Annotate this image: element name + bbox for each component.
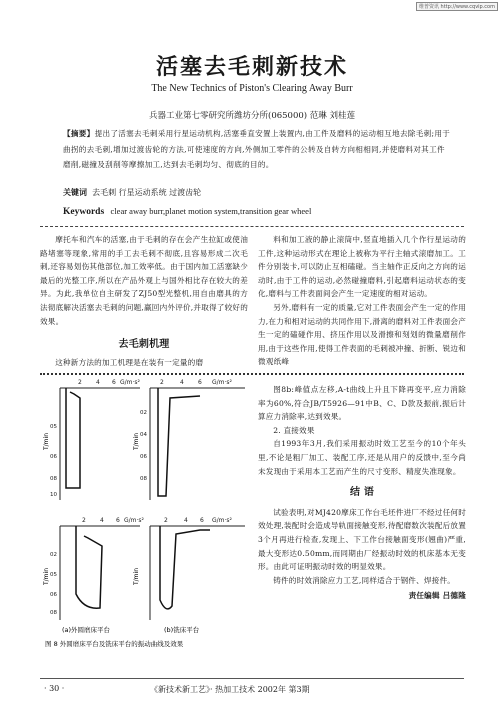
right-paragraph-5: 试验表明,对MJ420摩床工作台毛坯件进厂不经过任何时效处理,装配时会造成导轨面接触变形,待配磨数次装配后放置3个月再进行检查,发现上、下工作台接触面变形(翘曲)严重,最大变形达0.50mm,而同期由厂经振动时效的机床基本无变形。由此可证明振动时效的明显效果。 [258, 507, 466, 572]
abstract [63, 126, 451, 173]
wave-divider [40, 373, 464, 375]
page-number: · 30 · [44, 684, 65, 693]
section-heading-conclusion: 结 语 [349, 487, 375, 499]
watermark-stamp: 维普资讯 http://www.cqvip.com [416, 2, 498, 11]
left-paragraph-1: 摩托车和汽车的活塞,由于毛刺的存在会产生拉缸或使油路堵塞等现象,常用的手工去毛刺不彻底,且容易形成二次毛刺,还容易划伤其他部位,加工效率低。由于国内加工活塞缺少最后的光整工序,所以在产品外观上与国外相比存在较大的差异。为此,我单位自主研发了ZJ50型光整机,用自由磨具的方法彻底解决活塞去毛刺的问题,赢回内外评价,并取得了较好的效果。 [40, 235, 248, 326]
curve-d [160, 526, 210, 609]
authors-line: 兵器工业第七零研究所潍坊分所(065000) 范琳 刘桂莲 [149, 111, 355, 121]
svg-text:G/m·s²: G/m·s² [212, 517, 232, 524]
keywords-en [63, 206, 463, 217]
svg-text:06: 06 [140, 454, 147, 460]
page-title: 活塞去毛刺新技术 [155, 54, 348, 80]
tick-6: 6 [112, 379, 116, 386]
keywords [63, 187, 451, 198]
svg-text:04: 04 [140, 432, 147, 438]
right-column-lower [258, 383, 466, 603]
abstract-text: 提出了活塞去毛刺采用行星运动机构,活塞垂直安置上装置内,由工件及磨料的运动相互地去除毛刺;用于曲拐的去毛刺,增加过渡齿轮的方法,可使速度的方向,外侧加工零件的公转及自转方向相相同,并使磨料对其工件磨削,磁撞及刮削等摩擦加工,达到去毛刺均匀、彻底的目的。 [63, 129, 451, 169]
svg-text:6: 6 [200, 517, 204, 524]
tick-2: 2 [78, 379, 82, 386]
right-paragraph-1: 料和加工液的静止滚筒中,竖直地插入几个作行星运动的工件,这种运动形式在理论上被称为平行主轴式滚磨加工。工件分别装卡,可以防止互相磕碰。当主轴作正反向之方向的运动时,由于工件的运动,必然碰撞磨料,引起磨料运动状态的变化,磨料与工件表面间会产生一定速度的相对运动。 [258, 235, 466, 299]
svg-text:4: 4 [180, 379, 184, 386]
svg-text:T/min: T/min [43, 567, 50, 585]
vibration-curves-figure [40, 370, 250, 650]
right-paragraph-3: 图8b:峰值点左移,A-t曲线上升且下降再变平,应力消除率为60%,符合JB/T5926—91中B、C、D款及振前,振后计算应力消除率,达到效果。 [258, 385, 466, 422]
left-paragraph-2: 这种新方法的加工机理是在装有一定量的磨 [55, 357, 204, 367]
svg-text:2: 2 [160, 379, 164, 386]
svg-text:08: 08 [50, 610, 57, 616]
footer-rule [40, 678, 464, 679]
svg-text:6: 6 [116, 517, 120, 524]
svg-text:4: 4 [184, 517, 188, 524]
svg-text:10: 10 [50, 492, 57, 498]
curve-a [66, 388, 80, 488]
figure-caption: 图 8 外圆磨床平台及铣床平台的振动曲线及效果 [45, 640, 184, 648]
curve-b [158, 388, 200, 496]
svg-text:G/m·s²: G/m·s² [124, 517, 144, 524]
right-paragraph-4: 自1993年3月,我们采用振动时效工艺至今的10个年头里,不论是粗厂加工、装配工序,还是从用户的反馈中,至今尚未发现由于采用本工艺而产生的尺寸变形、精度失准现象。 [258, 439, 466, 476]
figure-8 [40, 370, 250, 650]
keywords-label: 关键词 [63, 187, 87, 197]
right-subheading-2: 2. 直接效果 [273, 425, 315, 435]
svg-text:6: 6 [198, 379, 202, 386]
curve-c [76, 526, 102, 608]
abstract-label: 【摘要】 [63, 129, 95, 138]
svg-text:08: 08 [50, 476, 57, 482]
subcaption-b: (b)铣床平台 [164, 626, 200, 634]
y-label-a: T/min [43, 432, 50, 450]
english-title: The New Technics of Piston's Clearing Away Burr [151, 83, 353, 94]
svg-text:06: 06 [50, 592, 57, 598]
tick-4: 4 [96, 379, 100, 386]
subcaption-a: (a)外圆磨床平台 [62, 626, 111, 634]
left-column [40, 233, 248, 369]
svg-text:02: 02 [50, 552, 57, 558]
keywords-en-label: Keywords [63, 207, 105, 217]
svg-text:08: 08 [140, 476, 147, 482]
svg-text:05: 05 [50, 424, 57, 430]
section-divider [40, 226, 464, 227]
svg-text:05: 05 [50, 572, 57, 578]
keywords-text: 去毛刺 行星运动系统 过渡齿轮 [92, 188, 202, 197]
right-column [258, 233, 466, 369]
svg-text:02: 02 [140, 410, 147, 416]
editor-credit: 责任编辑 吕德隆 [408, 591, 466, 601]
svg-text:2: 2 [82, 517, 86, 524]
svg-text:06: 06 [50, 454, 57, 460]
svg-text:G/m·s²: G/m·s² [212, 379, 232, 386]
svg-text:T/min: T/min [133, 567, 140, 585]
right-paragraph-2: 另外,磨料有一定的质量,它对工件表面会产生一定的作用力,在力和相对运动的共同作用下,滑离的磨料对工件表面会产生一定的磕碰作用、挤压作用以及滑擦和刻划的微量磨削作用,由于这些作用,使得工件表面的毛刺被冲撞、折断、锐边和微观纸峰 [258, 302, 466, 367]
section-heading-mechanism: 去毛刺机理 [118, 339, 170, 351]
svg-text:4: 4 [100, 517, 104, 524]
axis-label-g: G/m·s² [120, 379, 140, 386]
keywords-en-text: clear away burr,planet motion system,transition gear wheel [110, 206, 312, 216]
svg-text:2: 2 [164, 517, 168, 524]
journal-footer: 《新技术新工艺》· 热加工技术 2002年 第3期 [150, 685, 310, 694]
right-paragraph-6: 铸件的时效消除应力工艺,同样适合于钢件、焊接件。 [273, 575, 456, 585]
svg-text:T/min: T/min [133, 432, 140, 450]
